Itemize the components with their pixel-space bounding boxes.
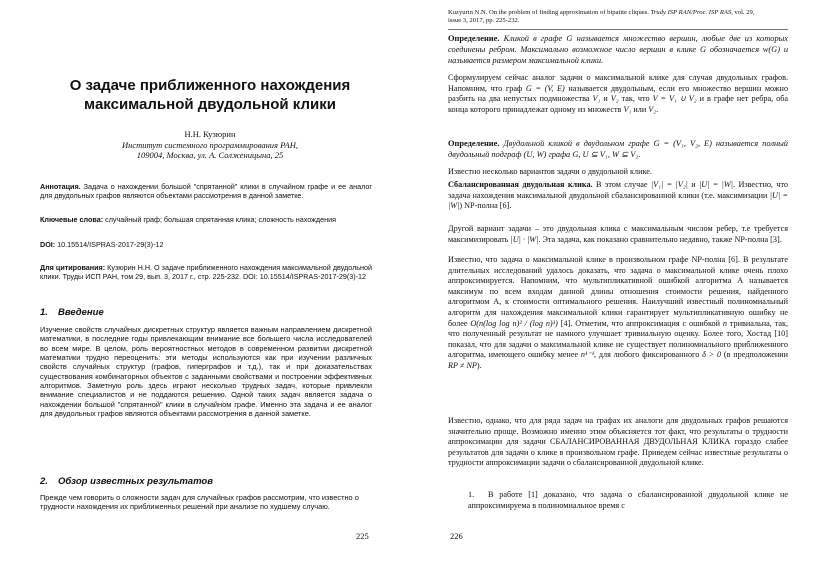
page-number-right: 226 [450,531,463,541]
math-V1-b: V₁ [623,104,632,114]
math-G: G [566,34,573,43]
intro-paragraph: Изучение свойств случайных дискретных структур является важным направлением дискретной математики, в последние годы привлекающим внимание все большего числа исследователей во всем мире. В целом, роль вероятностных методов в современном развитии дискретной математики трудно переоценить: эти методы используются как при изучении различных свойств случайных структур (графов, гиперграфов и т.д.), так и при доказательствах существования комбинаторных объектов с заданными свойствами и построении эффективных алгоритмов. Заметную роль здесь играют несколько трудных задач, которые привлекли внимание специалистов и не поддаются решению. Одной таких задач является задача о нахождении большой "спрятанной" клики в случайном графе. Именно эта задача и ее аналог для двудольных графов являются объектами рассмотрения в данной заметке. [40,325,372,419]
abstract-text: Задача о нахождении большой "спрятанной" клики в случайном графе и ее аналог для двудольных графов являются объектами рассмотрения в данной заметке. [40,182,372,201]
math-UW: (U, W) [523,150,547,159]
keywords [40,215,372,224]
def2-c: графа [548,150,571,159]
header-line-1: Kuzyurin N.N. On the problem of finding approximation of bipatite cliques. [448,9,649,16]
paragraph-approximation: Известно, что задача о максимальной клике в произвольном графе NP-полна [6]. В результате длительных исследований удалось доказать, что задача о максимальной клике очень плохо аппроксимируется. Напомним, что мультипликативной ошибкой алгоритма А называется максимум по всем входам данной длины отношения стоимости решения, найденного алгоритмом А, к стоимости оптимального решения. Наилучший известный полиномиальный алгоритм для нахождения максимальной клики гарантирует мультипликативную ошибку не более O(n(log log n)² / (log n)³) [4]. Отметим, что аппроксимация с ошибкой n тривиальна, так, что полученный результат не намного улучшает тривиальную оценку. Более того, Хостад [10] показал, что для задачи о максимальной клике не существует полиномиального приближенного алгоритма, имеющего ошибку менее n¹⁻ᵟ, для любого фиксированного δ > 0 (в предположении RP ≠ NP). [448,255,789,370]
math-V2: V₂ [610,94,619,104]
paragraph-variants: Известно несколько вариантов задачи о двудольной клике. [448,167,652,176]
abstract [40,182,372,201]
p1-f: и в графе нет ребра, оба конца которого принадлежат одному из множеств [448,94,789,114]
definition-bipartite-clique: Определение. Двудольной кликой в двудольном графе G = (V₁, V₂, E) называется полный двудольный подграф (U, W) графа G, U ⊆ V₁, W ⊆ V₂. [448,139,788,159]
author-block [40,129,380,161]
keywords-text: случайный граф; большая спрятанная клика; сложность нахождения [105,215,336,224]
list-item-1-number: 1. [468,490,475,499]
def1-e: и называется размером максимальной клики. [448,45,788,65]
p3-b: Известно, что задача нахождения максимальной двудольной сбалансированной клики (т.е. максимизации [448,180,789,200]
p5-f: (в предположении [723,350,789,360]
citation-label: Для цитирования: [40,263,106,272]
balanced-label: Сбалансированная двудольная клика. [448,180,593,189]
header-journal: Trudy ISP RAN/Proc. ISP RAS, [650,9,733,16]
author-name: Н.Н. Кузюрин [184,129,236,139]
def2-label: Определение. [448,139,500,148]
def2-b: называется полный двудольный подграф [448,139,788,159]
math-n1e: n¹⁻ᵟ [580,350,595,360]
def2-a: Двудольной кликой в двудольном графе [503,139,650,148]
citation [40,263,372,282]
def1-a: Кликой в графе [503,34,563,43]
definition-clique [448,33,788,66]
page-number-left: 225 [356,531,369,541]
math-delta: δ > 0 [702,350,722,360]
def1-d: обозначается [709,45,759,54]
paragraph-max-edges [448,224,788,245]
p1-c: если его множество вершин можно разбить на два непустых подмножества [448,83,789,104]
p5-b: [4]. [560,318,573,328]
doi [40,240,372,249]
p1-a: Сформулируем сейчас аналог задачи о максимальной клике для случая двудольных графов. Напомним, что граф [448,73,788,93]
doi-label: DOI: [40,240,56,249]
review-paragraph: Прежде чем говорить о сложности задач для случайных графов рассмотрим, что известно о трудности нахождения их приближенных решений при анализе по худшему случаю. [40,493,359,512]
section-1-title: Введение [58,307,104,318]
math-wG: w(G) [762,45,781,54]
affiliation: Институт системного программирования РАН, [121,139,299,150]
section-2-number: 2. [40,476,48,487]
list-item-1-text: В работе [1] доказано, что задача о сбалансированной двудольной клике не аппроксимируема в полиномиальное время с [468,490,788,510]
p4-a: Другой вариант задачи – это двудольная клика с максимальным числом ребер, т.е требуется максимизировать [448,224,788,244]
math-UxW: |U| · |W| [510,234,539,244]
math-n: n [722,318,727,328]
p3-c: ) NP-полна [6]. [459,201,512,211]
math-G-2: G [699,45,706,54]
math-Vunion: V = V₁ ∪ V₂ [652,94,697,104]
paragraph-balanced: Сбалансированная двудольная клика. В этом случае |V₁| = |V₂| и |U| = |W|. Известно, что задача нахождения максимальной двудольной сбалансированной клики (т.е. максимизации |U| = |W|) NP-полна [6]. [448,180,789,211]
math-eqUW: |U| = |W| [699,180,734,189]
p5-a: Известно, что задача о максимальной клике в произвольном графе NP-полна [6]. В результате длительных исследований удалось доказать, что задача о максимальной клике очень плохо аппроксимируется. Напомним, что мультипликативной ошибкой алгоритма А называется максимум по всем входам данной длины отношения стоимости решения, найденного алгоритмом А, к стоимости оптимального решения. Наилучший известный полиномиальный алгоритм для нахождения максимальной клики гарантирует мультипликативную ошибку не более [448,255,788,328]
math-GV1V2E: G = (V₁, V₂, E) [653,139,712,148]
p1-d: и [603,94,608,104]
math-bound: O(n(log log n)² / (log n)³) [470,318,558,328]
paragraph-bipartite: Сформулируем сейчас аналог задачи о максимальной клике для случая двудольных графов. Напомним, что граф G = (V, E) называется двудольным, если его множество вершин можно разбить на два непустых подмножества V₁ и V₂ так, что V = V₁ ∪ V₂ и в графе нет ребра, оба конца которого принадлежат одному из множеств V₁ или V₂. [448,73,789,114]
def1-b: называется множество вершин, любые две из [576,34,753,43]
header-rule [448,29,788,30]
abstract-label: Аннотация. [40,182,81,191]
header-line-2: issue 3, 2017, pp. 225-232. [448,17,520,25]
p4-b: . Эта задача, как показано сравнительно недавно, также NP-полна [3]. [538,234,782,244]
address: 109004, Москва, ул. А. Солженицына, 25 [136,150,284,160]
paper-title [40,76,380,114]
math-V1: V₁ [592,94,601,104]
math-eqV: |V₁| = |V₂| [650,180,688,189]
p1-e: так, что [621,94,650,104]
math-RPNP: RP ≠ NP [448,360,477,370]
running-header [448,9,793,25]
math-eqUW-2: |U| = |W| [448,190,788,211]
section-2-title: Обзор известных результатов [58,476,213,487]
section-2-heading [40,476,213,487]
math-V2-b: V₂ [648,104,657,114]
math-Gsub: G, U ⊆ V₁, W ⊆ V₂ [572,150,639,159]
p1-b: называется двудольным, [568,83,656,93]
p1-g: или [633,104,647,114]
title-line-2: максимальной двудольной клики [84,96,336,113]
header-line-1-tail: vol. 29, [734,9,755,16]
p5-d: тривиальна, так, что полученный результат не намного улучшает тривиальную оценку. Более того, Хостад [10] показал, что для задачи о максимальной клике не существует полиномиального приближенного алгоритма, имеющего ошибку менее [448,318,789,360]
citation-text: Кузюрин Н.Н. О задаче приближенного нахождения максимальной двудольной клики. Труды ИСП РАН, том 29, вып. 3, 2017 г., стр. 225-232. DOI: 10.15514/ISPRAS-2017-29(3)-12 [40,263,372,282]
paragraph-bipartite-analogs: Известно, однако, что для ряда задач на графах их аналоги для двудольных графов решаются значительно проще. Возможно именно этим объясняется тот факт, что результаты о трудности аппроксимации для задачи СБАЛАНСИРОВАННАЯ ДВУДОЛЬНАЯ КЛИКА гораздо слабее результатов для задачи о клике в произвольном графе. Приведем сейчас известные результаты о трудности аппроксимации задачи о сбалансированной двудольной клике. [448,416,788,468]
keywords-label: Ключевые слова: [40,215,104,224]
p5-e: , для любого фиксированного [594,350,700,360]
doi-text: 10.15514/ISPRAS-2017-29(3)-12 [57,240,164,249]
math-GVE: G = (V, E) [525,83,565,93]
title-line-1: О задаче приближенного нахождения [69,77,351,94]
list-item-1 [468,490,788,511]
def1-c: которых соединены ребром. Максимально возможное число вершин в клике [448,34,789,54]
def1-label: Определение. [448,34,500,43]
p3-a: В этом случае [595,180,648,189]
p5-c: Отметим, что аппроксимация с ошибкой [575,318,720,328]
section-1-number: 1. [40,307,48,318]
section-1-heading [40,307,104,318]
